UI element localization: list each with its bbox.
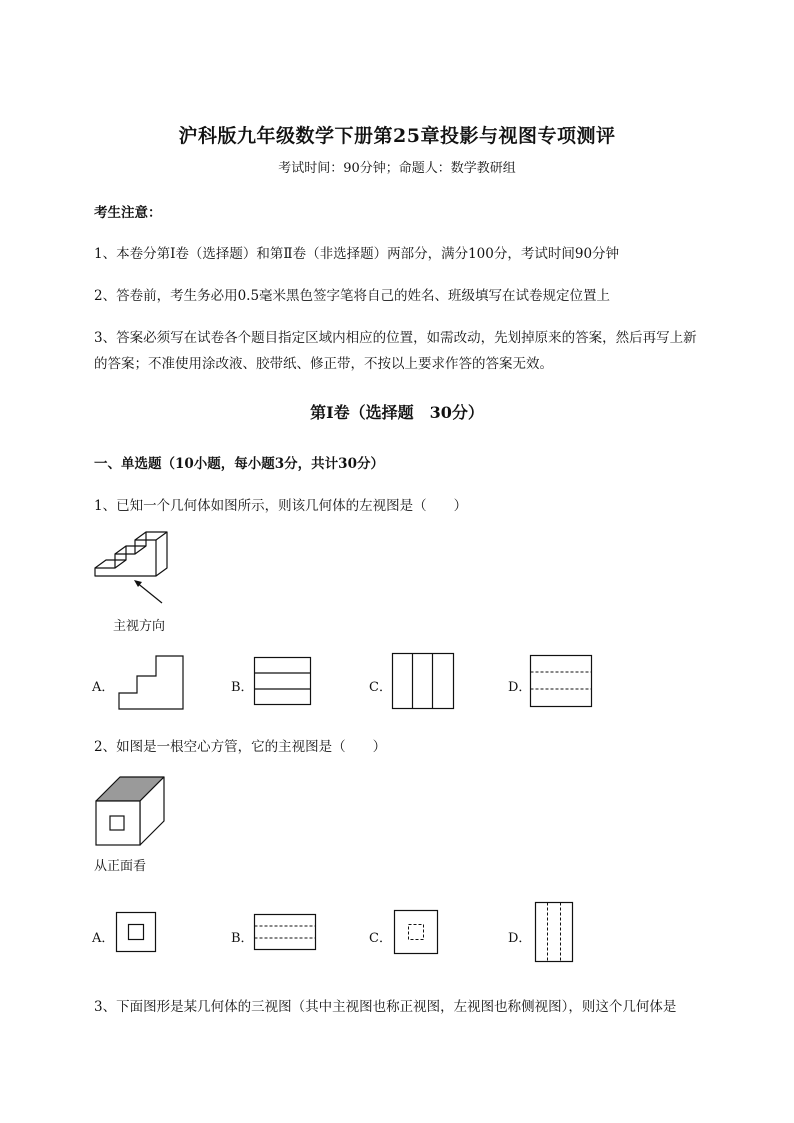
- section-title: 第I卷（选择题 30分）: [310, 403, 484, 422]
- q1-option-d-label[interactable]: D．: [508, 680, 532, 695]
- q2-option-d-label[interactable]: D．: [508, 931, 532, 946]
- notice-item-2: 2、答卷前，考生务必用0.5毫米黑色签字笔将自己的姓名、班级填写在试卷规定位置上: [94, 288, 611, 304]
- question-3-stem: 3、下面图形是某几何体的三视图（其中主视图也称正视图，左视图也称侧视图），则这个几何体是: [94, 999, 677, 1015]
- question-1-stem: 1、已知一个几何体如图所示，则该几何体的左视图是（ ）: [94, 498, 468, 514]
- q2-option-d-figure[interactable]: [535, 902, 573, 962]
- q2-option-b-figure[interactable]: [254, 914, 316, 950]
- q2-option-c-label[interactable]: C．: [369, 931, 392, 946]
- part-heading: 一、单选题（10小题，每小题3分，共计30分）: [94, 456, 384, 472]
- notice-heading: 考生注意：: [94, 205, 162, 221]
- q1-option-c-figure[interactable]: [392, 653, 454, 709]
- page-title: 沪科版九年级数学下册第25章投影与视图专项测评: [178, 125, 616, 147]
- question-2-figure-caption: 从正面看: [94, 859, 147, 874]
- notice-item-1: 1、本卷分第I卷（选择题）和第Ⅱ卷（非选择题）两部分，满分100分，考试时间90分钟: [94, 246, 620, 262]
- notice-item-3-cont: 的答案；不准使用涂改液、胶带纸、修正带，不按以上要求作答的答案无效。: [94, 356, 553, 372]
- q1-option-a-label[interactable]: A．: [92, 680, 115, 695]
- q2-option-c-figure[interactable]: [394, 910, 438, 954]
- q1-option-d-figure[interactable]: [530, 655, 592, 707]
- q2-option-b-label[interactable]: B．: [231, 931, 254, 946]
- question-1-figure: [90, 530, 180, 610]
- q1-option-b-label[interactable]: B．: [231, 680, 254, 695]
- q1-option-c-label[interactable]: C．: [369, 680, 392, 695]
- q1-option-a-figure[interactable]: [118, 655, 184, 710]
- question-1-figure-caption: 主视方向: [113, 619, 166, 634]
- question-2-figure: [94, 775, 166, 847]
- question-2-stem: 2、如图是一根空心方管，它的主视图是（ ）: [94, 739, 387, 755]
- notice-item-3: 3、答案必须写在试卷各个题目指定区域内相应的位置，如需改动，先划掉原来的答案，然后再写上新: [94, 330, 697, 346]
- q2-option-a-label[interactable]: A．: [92, 931, 115, 946]
- q2-option-a-figure[interactable]: [116, 912, 156, 952]
- q1-option-b-figure[interactable]: [254, 657, 311, 705]
- exam-info: 考试时间：90分钟；命题人：数学教研组: [278, 161, 516, 176]
